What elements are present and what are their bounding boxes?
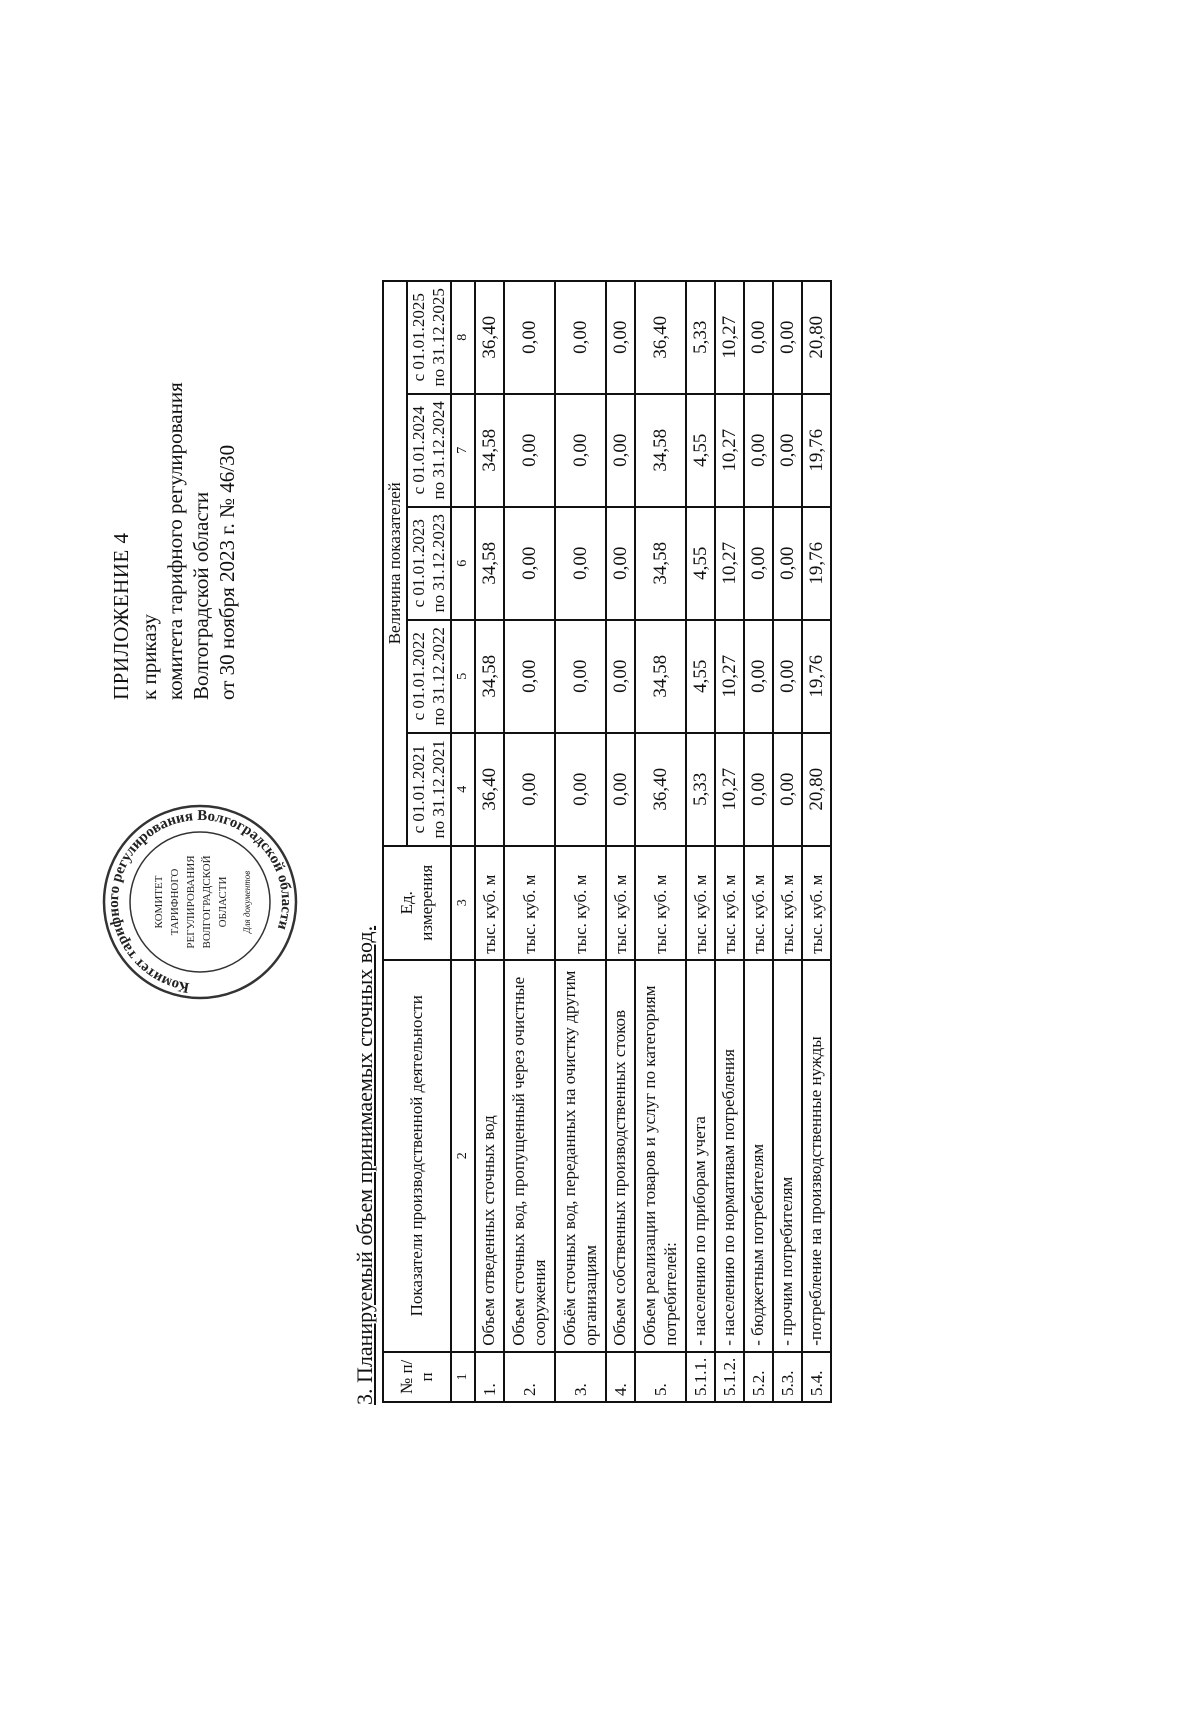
row-unit: тыс. куб. м	[555, 846, 606, 960]
row-unit: тыс. куб. м	[744, 846, 773, 960]
value-cell: 0,00	[504, 507, 555, 620]
value-cell: 0,00	[555, 507, 606, 620]
row-number: 5.	[635, 1352, 686, 1402]
value-cell: 36,40	[635, 733, 686, 846]
row-unit: тыс. куб. м	[606, 846, 635, 960]
row-number: 5.2.	[744, 1352, 773, 1402]
row-number: 3.	[555, 1352, 606, 1402]
row-label: - прочим потребителям	[773, 960, 802, 1352]
row-unit: тыс. куб. м	[504, 846, 555, 960]
table-row	[555, 281, 606, 1402]
row-number: 2.	[504, 1352, 555, 1402]
value-cell: 19,76	[802, 620, 831, 733]
index-cell: 8	[451, 281, 475, 394]
section-title: 3. Планируемый объем принимаемых сточных вод.	[352, 925, 377, 1405]
value-cell: 19,76	[802, 394, 831, 507]
header-values-group: Величина показателей	[383, 281, 407, 846]
value-cell: 5,33	[686, 733, 715, 846]
value-cell: 0,00	[744, 620, 773, 733]
stamp-line-4: ВОЛГОГРАДСКОЙ	[201, 855, 213, 949]
row-label: - бюджетным потребителям	[744, 960, 773, 1352]
value-cell: 0,00	[504, 394, 555, 507]
stamp-line-3: РЕГУЛИРОВАНИЯ	[185, 855, 197, 949]
row-unit: тыс. куб. м	[475, 846, 504, 960]
row-label: Объем собственных производственных стоков	[606, 960, 635, 1352]
stamp-line-5: ОБЛАСТИ	[217, 876, 229, 928]
value-cell: 5,33	[686, 281, 715, 394]
header-period-2022: с 01.01.2022 по 31.12.2022	[407, 620, 451, 733]
row-label: -потребление на производственные нужды	[802, 960, 831, 1352]
value-cell: 0,00	[744, 281, 773, 394]
value-cell: 36,40	[475, 733, 504, 846]
index-cell: 3	[451, 846, 475, 960]
row-label: Объем отведенных сточных вод	[475, 960, 504, 1352]
row-unit: тыс. куб. м	[686, 846, 715, 960]
value-cell: 0,00	[504, 733, 555, 846]
value-cell: 0,00	[606, 733, 635, 846]
stamp-line-2: ТАРИФНОГО	[169, 868, 181, 936]
svg-text:Комитет тарифного регулировани	[106, 808, 294, 995]
table-row	[635, 281, 686, 1402]
table-row	[744, 281, 773, 1402]
table-row	[686, 281, 715, 1402]
index-cell: 2	[451, 960, 475, 1352]
row-label: Объем сточных вод, пропущенный через очистные сооружения	[504, 960, 555, 1352]
row-unit: тыс. куб. м	[635, 846, 686, 960]
value-cell: 0,00	[504, 281, 555, 394]
value-cell: 10,27	[715, 507, 744, 620]
table-row	[475, 281, 504, 1402]
index-cell: 4	[451, 733, 475, 846]
value-cell: 20,80	[802, 281, 831, 394]
stamp-outer-text: Комитет тарифного регулирования Волгоградской области	[105, 807, 295, 996]
row-label: - населению по нормативам потребления	[715, 960, 744, 1352]
row-label: - населению по приборам учета	[686, 960, 715, 1352]
value-cell: 34,58	[475, 620, 504, 733]
value-cell: 4,55	[686, 620, 715, 733]
value-cell: 0,00	[744, 507, 773, 620]
row-number: 5.1.2.	[715, 1352, 744, 1402]
value-cell: 4,55	[686, 507, 715, 620]
value-cell: 0,00	[504, 620, 555, 733]
issuing-committee: комитета тарифного регулирования	[163, 382, 187, 700]
value-cell: 0,00	[773, 394, 802, 507]
value-cell: 0,00	[555, 733, 606, 846]
value-cell: 0,00	[773, 281, 802, 394]
value-cell: 36,40	[635, 281, 686, 394]
value-cell: 36,40	[475, 281, 504, 394]
value-cell: 0,00	[744, 733, 773, 846]
value-cell: 0,00	[606, 281, 635, 394]
official-stamp	[100, 802, 300, 1002]
table-row	[802, 281, 831, 1402]
index-cell: 1	[451, 1352, 475, 1402]
header-unit: Ед. измерения	[383, 846, 451, 960]
value-cell: 0,00	[773, 507, 802, 620]
issuing-region: Волгоградской области	[189, 491, 213, 700]
row-number: 1.	[475, 1352, 504, 1402]
value-cell: 0,00	[744, 394, 773, 507]
value-cell: 0,00	[606, 507, 635, 620]
header-period-2024: с 01.01.2024 по 31.12.2024	[407, 394, 451, 507]
header-number: № п/п	[383, 1352, 451, 1402]
appendix-title: ПРИЛОЖЕНИЕ 4	[109, 532, 133, 700]
row-number: 5.1.1.	[686, 1352, 715, 1402]
value-cell: 4,55	[686, 394, 715, 507]
value-cell: 0,00	[606, 620, 635, 733]
value-cell: 0,00	[555, 620, 606, 733]
table-row	[504, 281, 555, 1402]
value-cell: 0,00	[555, 281, 606, 394]
header-period-2023: с 01.01.2023 по 31.12.2023	[407, 507, 451, 620]
header-indicator: Показатели производственной деятельности	[383, 960, 451, 1352]
value-cell: 0,00	[606, 394, 635, 507]
table-row	[606, 281, 635, 1402]
value-cell: 10,27	[715, 620, 744, 733]
stamp-line-1: КОМИТЕТ	[153, 875, 165, 929]
value-cell: 34,58	[475, 507, 504, 620]
row-unit: тыс. куб. м	[715, 846, 744, 960]
value-cell: 0,00	[773, 733, 802, 846]
row-unit: тыс. куб. м	[773, 846, 802, 960]
row-number: 4.	[606, 1352, 635, 1402]
stamp-bottom-text: Для документов	[242, 870, 252, 934]
value-cell: 20,80	[802, 733, 831, 846]
index-cell: 7	[451, 394, 475, 507]
header-period-2021: с 01.01.2021 по 31.12.2021	[407, 733, 451, 846]
row-label: Объем реализации товаров и услуг по категориям потребителей:	[635, 960, 686, 1352]
value-cell: 34,58	[635, 394, 686, 507]
row-label: Объём сточных вод, переданных на очистку другим организациям	[555, 960, 606, 1352]
value-cell: 10,27	[715, 733, 744, 846]
table-row	[773, 281, 802, 1402]
order-date-number: от 30 ноября 2023 г. № 46/30	[215, 444, 239, 700]
row-number: 5.3.	[773, 1352, 802, 1402]
index-cell: 5	[451, 620, 475, 733]
value-cell: 0,00	[773, 620, 802, 733]
header-period-2025: с 01.01.2025 по 31.12.2025	[407, 281, 451, 394]
value-cell: 19,76	[802, 507, 831, 620]
value-cell: 10,27	[715, 281, 744, 394]
table-row	[715, 281, 744, 1402]
row-number: 5.4.	[802, 1352, 831, 1402]
value-cell: 0,00	[555, 394, 606, 507]
wastewater-volume-table	[382, 280, 832, 1403]
index-cell: 6	[451, 507, 475, 620]
value-cell: 34,58	[635, 507, 686, 620]
row-unit: тыс. куб. м	[802, 846, 831, 960]
value-cell: 34,58	[635, 620, 686, 733]
value-cell: 10,27	[715, 394, 744, 507]
value-cell: 34,58	[475, 394, 504, 507]
order-reference: к приказу	[137, 614, 161, 700]
